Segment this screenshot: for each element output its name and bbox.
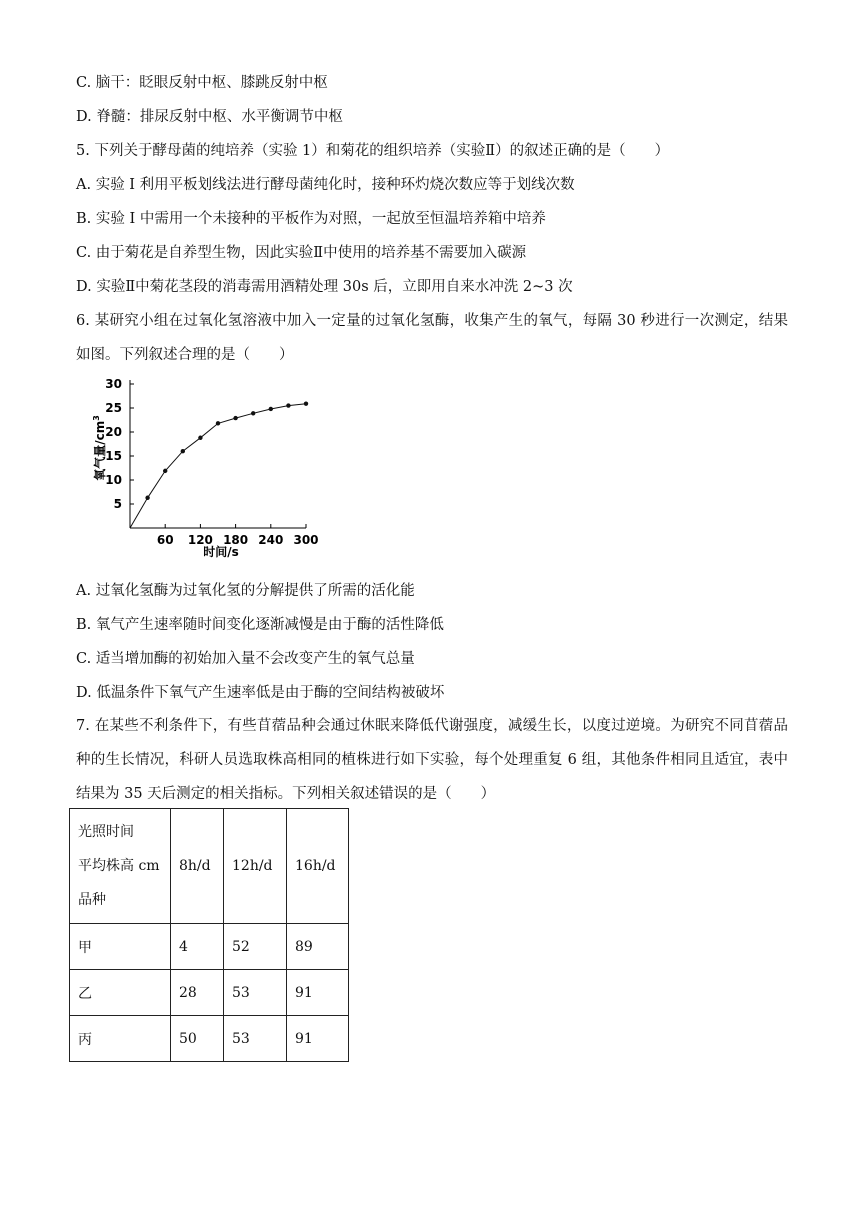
q5-option-b: B. 实验 I 中需用一个未接种的平板作为对照，一起放至恒温培养箱中培养 <box>76 211 546 227</box>
q5-option-d: D. 实验Ⅱ中菊花茎段的消毒需用酒精处理 30s 后，立即用自来水冲洗 2~3 次 <box>76 279 573 295</box>
question-6: 6. 某研究小组在过氧化氢溶液中加入一定量的过氧化氢酶，收集产生的氧气，每隔 30 秒进行一次测定，结果如图。下列叙述合理的是（ ） <box>76 313 788 363</box>
column-12h: 12h/d <box>224 809 287 924</box>
q6-option-c: C. 适当增加酶的初始加入量不会改变产生的氧气总量 <box>76 651 415 667</box>
data-point <box>198 436 202 440</box>
alfalfa-height-table <box>69 808 349 1062</box>
table-row <box>70 970 349 1016</box>
header-variety: 品种 <box>78 892 106 908</box>
q6-option-b: B. 氧气产生速率随时间变化逐渐减慢是由于酶的活性降低 <box>76 617 444 633</box>
q6-option-d: D. 低温条件下氧气产生速率低是由于酶的空间结构被破坏 <box>76 685 445 701</box>
cell-value: 91 <box>287 970 349 1016</box>
cell-value: 91 <box>287 1016 349 1062</box>
chart-axes <box>130 380 306 528</box>
table-row <box>70 1016 349 1062</box>
cell-value: 89 <box>287 924 349 970</box>
data-point <box>286 403 290 407</box>
y-tick-label: 5 <box>113 497 122 511</box>
option-c-brainstem: C. 脑干：眨眼反射中枢、膝跳反射中枢 <box>76 75 328 91</box>
column-16h: 16h/d <box>287 809 349 924</box>
data-point <box>145 496 149 500</box>
data-point <box>216 421 220 425</box>
q6-option-a: A. 过氧化氢酶为过氧化氢的分解提供了所需的活化能 <box>76 583 415 599</box>
y-tick-label: 20 <box>105 425 122 439</box>
question-5: 5. 下列关于酵母菌的纯培养（实验 1）和菊花的组织培养（实验Ⅱ）的叙述正确的是（ ） <box>76 143 670 159</box>
header-light-time: 光照时间 <box>78 824 134 840</box>
table-header-row <box>70 809 349 924</box>
x-tick-label: 60 <box>156 533 174 547</box>
y-tick-labels <box>105 377 122 511</box>
x-tick-label: 180 <box>223 533 249 547</box>
x-axis-label: 时间/s <box>203 545 239 559</box>
cell-value: 53 <box>224 970 287 1016</box>
cell-value: 50 <box>171 1016 224 1062</box>
x-tick-label: 240 <box>258 533 284 547</box>
oxygen-line-chart <box>86 370 326 560</box>
row-name: 甲 <box>70 924 171 970</box>
data-point <box>233 416 237 420</box>
series-oxygen <box>130 401 308 528</box>
y-tick-label: 15 <box>105 449 122 463</box>
data-point <box>269 407 273 411</box>
data-point <box>181 449 185 453</box>
cell-value: 4 <box>171 924 224 970</box>
cell-value: 28 <box>171 970 224 1016</box>
q5-option-c: C. 由于菊花是自养型生物，因此实验Ⅱ中使用的培养基不需要加入碳源 <box>76 245 527 261</box>
question-7: 7. 在某些不利条件下，有些苜蓿品种会通过休眠来降低代谢强度，减缓生长，以度过逆境。为研究不同苜蓿品种的生长情况，科研人员选取株高相同的植株进行如下实验，每个处理重复 6 组，其他条件相同且适宜，表中结果为 35 天后测定的相关指标。下列相关叙述错误的是（ ） <box>76 718 788 802</box>
y-tick-label: 10 <box>105 473 122 487</box>
row-name: 丙 <box>70 1016 171 1062</box>
q5-option-a: A. 实验 I 利用平板划线法进行酵母菌纯化时，接种环灼烧次数应等于划线次数 <box>76 177 575 193</box>
table-row <box>70 924 349 970</box>
data-point <box>304 401 308 405</box>
cell-value: 53 <box>224 1016 287 1062</box>
header-avg-height: 平均株高 cm <box>78 858 160 874</box>
x-tick-label: 300 <box>293 533 319 547</box>
x-tick-label: 120 <box>187 533 213 547</box>
column-8h: 8h/d <box>171 809 224 924</box>
header-diagonal-cell <box>70 809 171 924</box>
row-name: 乙 <box>70 970 171 1016</box>
cell-value: 52 <box>224 924 287 970</box>
data-point <box>163 469 167 473</box>
data-point <box>251 411 255 415</box>
y-tick-label: 30 <box>105 377 122 391</box>
y-axis-label: 氧气量$/cm^3$ <box>92 415 107 481</box>
y-tick-label: 25 <box>105 401 122 415</box>
option-d-spinal-cord: D. 脊髓：排尿反射中枢、水平衡调节中枢 <box>76 109 343 125</box>
